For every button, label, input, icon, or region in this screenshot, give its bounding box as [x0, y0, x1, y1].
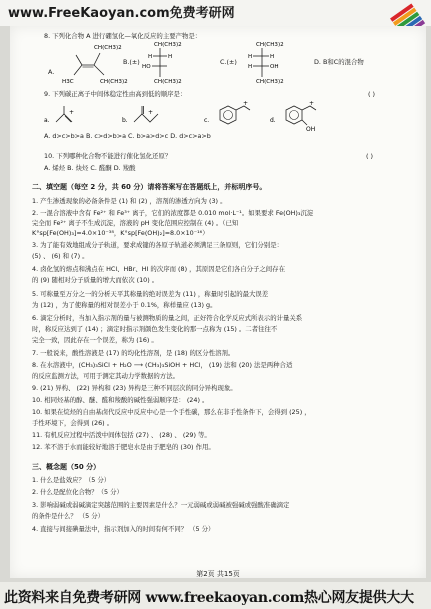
fill-line: 10. 如果在烷烃的自由基卤代反应中反应中心是一个手性碳，那么在非手性条件下，会得到 (25) ， — [32, 408, 311, 416]
q9-label-d: d. — [270, 117, 276, 124]
fill-line: 4. 卤化氢的熔点和沸点在 HCl、HBr、HI 的次序而 (8) ，其原因是它们各自分子之间存在 — [32, 265, 285, 273]
fill-line: 7. 一般说来，酸性溶液是 (17) 的均化性溶剂，是 (18) 的区分性溶剂。 — [32, 349, 235, 357]
q10-answer-box: ( ) — [366, 152, 374, 160]
q8-option-b-structure — [140, 39, 210, 89]
fill-line: 8. 在水溶液中，(CH₃)₃SiCl + H₂O ⟶ (CH₃)₃SiOH + HCl， (19) 法和 (20) 法是两种合适 — [32, 361, 293, 369]
q8-c-top: CH(CH3)2 — [256, 42, 284, 48]
q8-a-group-right: CH(CH3)2 — [100, 79, 128, 85]
q8-c-h2: H — [270, 54, 275, 60]
q8-option-b-label: B.(±) — [123, 58, 140, 66]
concept-line: 3. 影响弱碱或弱碱滴定突越范围的主要因素是什么？一元弱碱或弱碱被强碱或强酸准确滴定 — [32, 501, 290, 509]
fill-line: 完全一致，因此存在一个误差，称为 (16) 。 — [32, 336, 158, 344]
q8-option-b — [140, 39, 210, 89]
site-banner-text: www.FreeKaoyan.com免费考研网 — [8, 6, 235, 21]
q8-c-h1: H — [248, 54, 253, 60]
q10-options: A. 烯烃 B. 炔烃 C. 醛酮 D. 羧酸 — [44, 164, 136, 172]
q9-carbocation-structures — [44, 100, 374, 132]
q8-option-c-structure — [238, 39, 313, 89]
q9-label-a: a. — [44, 117, 50, 124]
q8-option-d: D. B和C的混合物 — [314, 58, 364, 66]
bottom-banner-text: 此资料来自免费考研网 www.freekaoyan.com热心网友提供大大 — [4, 590, 414, 606]
q8-compound-a-structure — [60, 43, 140, 93]
fill-line: 1. 产生渗透现象的必备条件是 (1) 和 (2) ，溶剂的渗透方向为 (3) 。 — [32, 197, 227, 205]
fill-line: 手性环境下，会得到 (26) 。 — [32, 419, 114, 427]
q9-label-b: b. — [122, 117, 128, 124]
fill-line: 10. 相同烃基的醇、醚、醛和羧酸的碱性强弱顺序是： (24) 。 — [32, 396, 209, 404]
q9-answer-box: ( ) — [368, 90, 376, 98]
q8-b-h1: H — [148, 54, 153, 60]
fill-line: 9. (21) 异构、 (22) 异构和 (23) 异构是三种不同层次的同分异构现象。 — [32, 384, 237, 392]
q8-a-group-left: H3C — [62, 79, 74, 85]
fill-line: 时，称反应达到了 (14) ；滴定时指示剂颜色发生变化的那一点称为 (15) 。二者往往不 — [32, 325, 278, 333]
q8-option-c-label: C.(±) — [220, 58, 237, 66]
svg-text:+: + — [69, 109, 75, 116]
q8-c-h3: H — [248, 64, 253, 70]
q8-b-top: CH(CH3)2 — [154, 42, 182, 48]
svg-text:+: + — [148, 109, 154, 116]
q8-option-a-label: A. — [48, 68, 55, 76]
fill-line: 11. 有机反应过程中活泼中间体包括 (27) 、 (28) 、 (29) 等。 — [32, 431, 211, 439]
fill-line: 12. 苯不溶于水而能较好地溶于肥皂水是由于肥皂的 (30) 作用。 — [32, 443, 215, 451]
fill-line: 6. 滴定分析时，当加入指示剂的量与被测物质的量之间，正好符合化学反应式所表示的计量关系 — [32, 314, 303, 322]
q8-c-oh: OH — [270, 64, 279, 70]
exam-page — [10, 26, 426, 578]
question-9-stem: 9. 下列碳正离子中间体稳定性由高到低的顺序是： — [44, 90, 187, 98]
q9-label-c: c. — [204, 117, 210, 124]
fill-line: 的 (9) 随相对分子质量的增大而依次 (10) 。 — [32, 276, 159, 284]
concept-line: 4. 直接与间接碘量法中，指示剂加入的时间有何不同？ （5 分） — [32, 525, 215, 533]
concept-line: 1. 什么是盐效应？（5 分） — [32, 476, 111, 484]
question-8-stem: 8. 下列化合物 A 进行硼氢化—氧化反应的主要产物是： — [44, 32, 202, 40]
q8-option-c — [238, 39, 313, 89]
fill-line: 3. 为了能有效地组成分子轨道，要求成键的各原子轨道必须满足三条原则，它们分别是： — [32, 241, 283, 249]
fill-line: 5. 可称量至万分之一的分析天平其称量的绝对误差为 (11) ，称量时引起的最大误差 — [32, 290, 269, 298]
svg-text:+: + — [243, 100, 249, 107]
svg-text:+: + — [309, 100, 315, 107]
q9-d-oh: OH — [306, 126, 316, 132]
q8-a-group-top: CH(CH3)2 — [94, 45, 122, 51]
fill-line: 完全而 Fe²⁺ 离子不生成沉淀，溶液的 pH 变化范围应控制在 (4) 。（已知 — [32, 219, 239, 227]
fill-line: 2. 一混合溶液中含有 Fe²⁺ 和 Fe³⁺ 离子，它们的浓度都是 0.010 mol·L⁻¹。如果要求 Fe(OH)₃沉淀 — [32, 209, 314, 217]
q9-options: A. d>c>b>a B. c>d>b>a C. b>a>d>c D. d>c>a>b — [44, 132, 211, 140]
q8-b-h2: H — [168, 54, 173, 60]
q8-b-ho: HO — [142, 64, 151, 70]
q8-compound-a — [60, 43, 140, 93]
top-banner — [0, 0, 431, 26]
question-10-stem: 10. 下列哪种化合物不能进行催化氢化还原？ — [44, 152, 172, 160]
section-fill-title: 二、填空题（每空 2 分，共 60 分）请将答案写在答题纸上，并标明序号。 — [32, 183, 267, 191]
fill-line: 的反应监测方法，可用于测定其动力学数据的方法。 — [32, 372, 179, 380]
concept-line: 的条件是什么？ （5 分） — [32, 512, 105, 520]
page-number: 第2页 共15页 — [196, 570, 240, 578]
concept-line: 2. 什么是配位化合物？（5 分） — [32, 488, 123, 496]
fill-line: (5) 、 (6) 和 (7) 。 — [32, 252, 89, 260]
bottom-banner — [0, 582, 431, 609]
q9-carbocations — [44, 100, 374, 132]
section-concept-title: 三、概念题（50 分） — [32, 463, 101, 471]
q8-c-bottom: CH(CH3)2 — [256, 79, 284, 85]
fill-line: K°sp[Fe(OH)₃]=4.0×10⁻³⁸，K°sp[Fe(OH)₂]=8.0×10⁻¹⁶） — [32, 229, 209, 237]
fill-line: 为 (12) ，为了使称量的相对误差小于 0.1%，称样量应 (13) g。 — [32, 301, 217, 309]
q8-b-bottom: CH(CH3)2 — [154, 79, 182, 85]
